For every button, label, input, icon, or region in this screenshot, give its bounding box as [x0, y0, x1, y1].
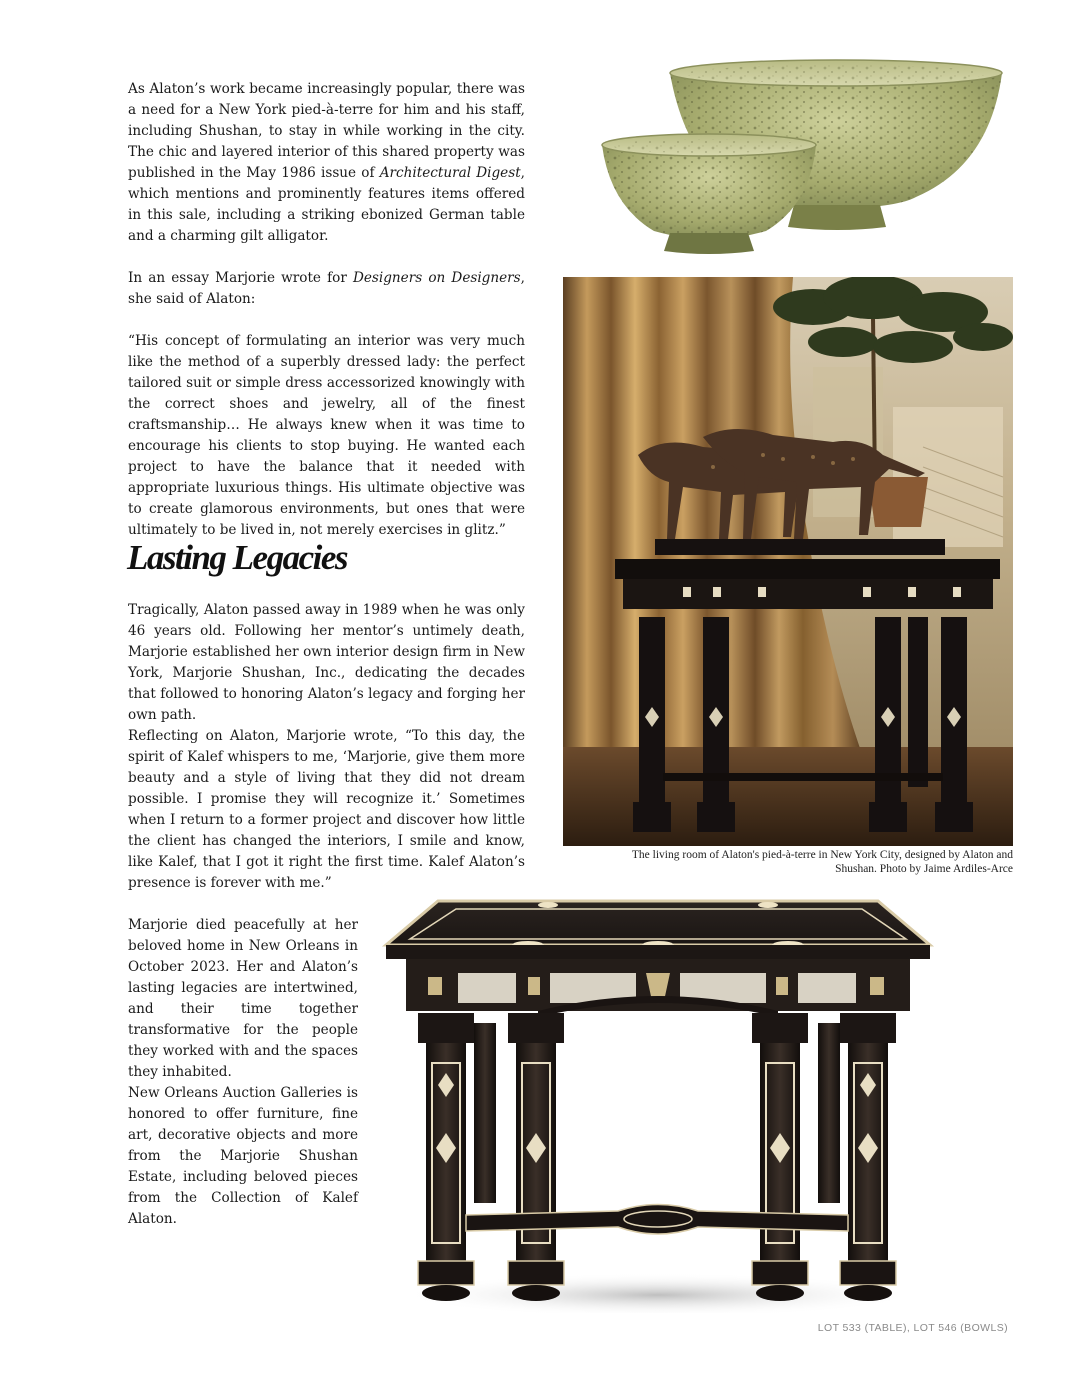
- jade-bowls-image: [598, 55, 1008, 260]
- book-title: Designers on Designers: [352, 270, 521, 286]
- publication-title: Architectural Digest: [379, 165, 521, 181]
- paragraph-text: , she said of Alaton:: [128, 270, 525, 307]
- paragraph-text: , which mentions and prominently features items offered in this sale, including a striking ebonized German table and a charming gilt alligator.: [128, 165, 525, 244]
- paragraph-passing: Tragically, Alaton passed away in 1989 when he was only 46 years old. Following her mentor’s untimely death, Marjorie established her own interior design firm in New York, Marjorie Shushan, Inc., dedicating the decades that followed to honoring Alaton’s legacy and forging her own path.: [128, 602, 525, 723]
- ebonized-table-image: [378, 893, 938, 1313]
- living-room-photo: [563, 277, 1013, 846]
- paragraph-legacy: Marjorie died peacefully at her beloved home in New Orleans in October 2023. Her and Alaton’s lasting legacies are intertwined, and their time together transformative for the people they worked with and the spaces they inhabited.: [128, 917, 358, 1080]
- section-heading: Lasting Legacies: [127, 538, 347, 577]
- photo-caption: The living room of Alaton's pied-à-terre in New York City, designed by Alaton and Shushan. Photo by Jaime Ardiles-Arce: [631, 849, 1013, 875]
- paragraph-reflection: Reflecting on Alaton, Marjorie wrote, “To this day, the spirit of Kalef whispers to me, ‘Marjorie, give them more beauty and a style of living that they did not dream possible. I promise they will recognize it.’ Sometimes when I return to a former project and discover how little the client has changed the interiors, I smile and know, like Kalef, that I got it right the first time. Kalef Alaton’s presence is forever with me.”: [128, 728, 525, 891]
- paragraph-text: In an essay Marjorie wrote for: [128, 270, 353, 286]
- quote-paragraph: “His concept of formulating an interior was very much like the method of a superbly dressed lady: the perfect tailored suit or simple dress accessorized knowingly with the correct shoes and jewelry, all of the finest craftsmanship… He always knew when it was time to encourage his clients to stop buying. He wanted each project to have the balance that it needed with appropriate luxurious things. His ultimate objective was to create glamorous environments, but ones that were ultimately to be lived in, not merely exercises in glitz.”: [128, 333, 525, 538]
- paragraph-text: As Alaton’s work became increasingly popular, there was a need for a New York pied-à-terre for him and his staff, including Shushan, to stay in while working in the city. The chic and layered interior of this shared property was published in the May 1986 issue of: [128, 81, 525, 181]
- lot-label: LOT 533 (TABLE), LOT 546 (BOWLS): [817, 1322, 1008, 1334]
- paragraph-pied-a-terre: [128, 79, 525, 247]
- paragraph-auction: New Orleans Auction Galleries is honored to offer furniture, fine art, decorative objects and more from the Marjorie Shushan Estate, including beloved pieces from the Collection of Kalef Alaton.: [128, 1085, 358, 1227]
- paragraph-essay-intro: [128, 268, 525, 310]
